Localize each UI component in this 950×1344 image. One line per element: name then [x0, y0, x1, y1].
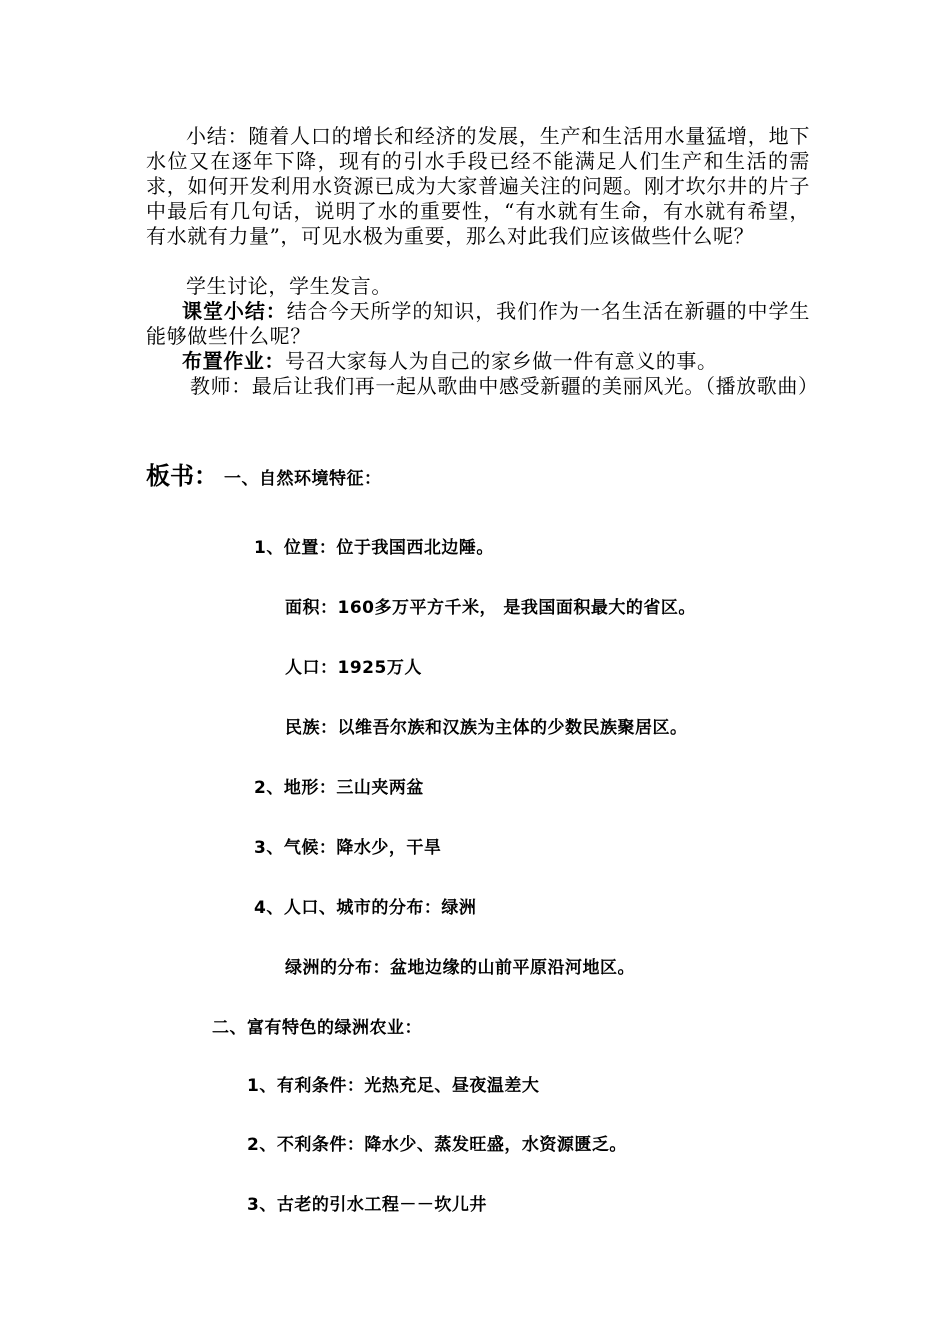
board-item-ancient-project: 3、古老的引水工程－－坎儿井	[247, 1195, 487, 1215]
board-item-population: 人口：1925万人	[285, 658, 422, 678]
board-item-disadvantages: 2、不利条件：降水少、蒸发旺盛，水资源匮乏。	[247, 1135, 627, 1155]
class-summary-paragraph	[146, 299, 810, 349]
summary-text: 小结：随着人口的增长和经济的发展，生产和生活用水量猛增，地下水位又在逐年下降，现有的引水手段已经不能满足人们生产和生活的需求，如何开发利用水资源已成为大家普遍关注的问题。刚才坎尔井的片子中最后有几句话，说明了水的重要性，“有水就有生命，有水就有希望，有水就有力量”，可见水极为重要，那么对此我们应该做些什么呢？	[146, 124, 810, 248]
board-heading-label: 板书：	[146, 461, 218, 490]
class-summary-label: 课堂小结：	[182, 299, 287, 323]
board-item-distribution: 4、人口、城市的分布：绿洲	[254, 898, 477, 918]
homework-label: 布置作业：	[182, 349, 285, 373]
class-summary-text: 结合今天所学的知识，我们作为一名生活在新疆的中学生能够做些什么呢？	[146, 299, 811, 348]
discussion-paragraph	[146, 274, 810, 299]
homework-text: 号召大家每人为自己的家乡做一件有意义的事。	[285, 349, 718, 373]
board-item-oasis-distribution: 绿洲的分布：盆地边缘的山前平原沿河地区。	[285, 958, 635, 978]
teacher-text: 教师：最后让我们再一起从歌曲中感受新疆的美丽风光。（播放歌曲）	[190, 374, 819, 398]
section2-title: 二、富有特色的绿洲农业：	[212, 1018, 422, 1038]
teacher-paragraph	[146, 374, 819, 399]
board-item-area: 面积：160多万平方千米， 是我国面积最大的省区。	[285, 598, 696, 618]
board-item-advantages: 1、有利条件：光热充足、昼夜温差大	[247, 1076, 540, 1096]
board-item-ethnic: 民族：以维吾尔族和汉族为主体的少数民族聚居区。	[285, 718, 688, 738]
board-item-terrain: 2、地形：三山夹两盆	[254, 778, 424, 798]
homework-paragraph	[146, 349, 810, 374]
board-item-climate: 3、气候：降水少，干旱	[254, 838, 442, 858]
summary-paragraph	[146, 124, 810, 249]
discussion-text: 学生讨论，学生发言。	[186, 274, 392, 298]
board-heading	[146, 456, 382, 491]
board-item-location: 1、位置：位于我国西北边陲。	[254, 538, 494, 558]
section1-title: 一、自然环境特征：	[224, 469, 382, 489]
